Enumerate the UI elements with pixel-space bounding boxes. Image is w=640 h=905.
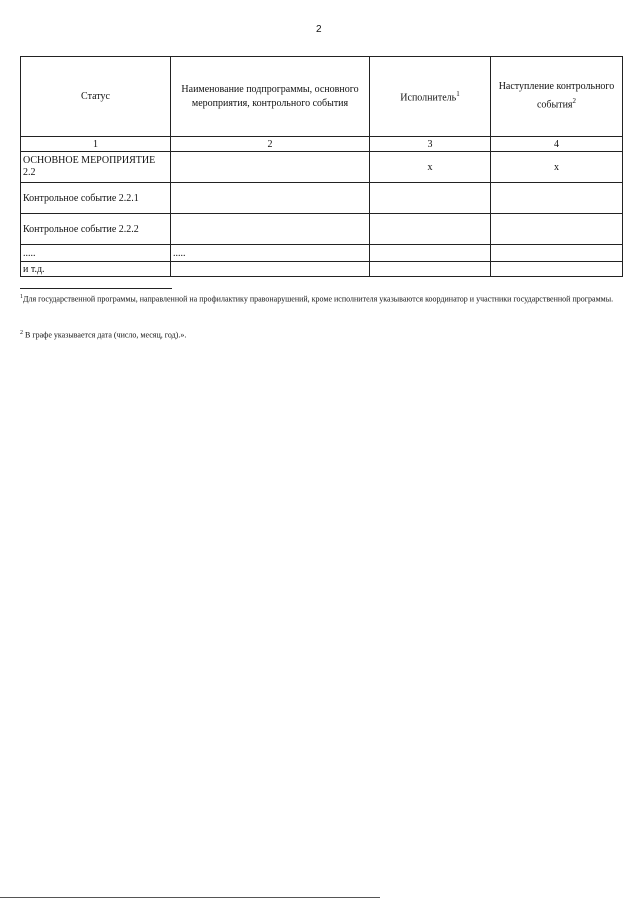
table-cell-name: ..... bbox=[171, 245, 370, 262]
footnote-1 bbox=[20, 291, 622, 306]
table-cell-name bbox=[171, 262, 370, 277]
table-cell-name bbox=[171, 152, 370, 183]
table-cell-event-date: х bbox=[491, 152, 623, 183]
table-cell-executor bbox=[370, 183, 491, 214]
footnote-text: В графе указывается дата (число, месяц, год).». bbox=[23, 330, 187, 340]
table-cell-executor bbox=[370, 262, 491, 277]
footnote-ref-2: 2 bbox=[572, 97, 577, 106]
footnote-text: Для государственной программы, направленной на профилактику правонарушений, кроме исполнителя указываются координатор и участники государственной программы. bbox=[23, 294, 614, 304]
table-cell-status: ..... bbox=[21, 245, 171, 262]
footnote-2 bbox=[20, 327, 622, 342]
table-cell-status: ОСНОВНОЕ МЕРОПРИЯТИЕ 2.2 bbox=[21, 152, 171, 183]
header-event-date: Наступление контрольного события$^2$ bbox=[491, 57, 623, 137]
table-cell-event-date bbox=[491, 245, 623, 262]
table-cell-name bbox=[171, 183, 370, 214]
table-row bbox=[21, 245, 623, 262]
column-number-row bbox=[21, 137, 623, 152]
table-cell-event-date bbox=[491, 183, 623, 214]
column-number: 3 bbox=[370, 137, 491, 152]
table-cell-name bbox=[171, 214, 370, 245]
table-header-row bbox=[21, 57, 623, 137]
table-cell-status: и т.д. bbox=[21, 262, 171, 277]
table-row bbox=[21, 183, 623, 214]
table-row bbox=[21, 262, 623, 277]
table-row bbox=[21, 152, 623, 183]
footnote-mark: 2 bbox=[20, 330, 23, 336]
column-number: 2 bbox=[171, 137, 370, 152]
page-bottom-rule bbox=[0, 897, 380, 898]
table-cell-status: Контрольное событие 2.2.1 bbox=[21, 183, 171, 214]
table-cell-executor: х bbox=[370, 152, 491, 183]
footnote-separator bbox=[20, 288, 172, 289]
table-cell-status: Контрольное событие 2.2.2 bbox=[21, 214, 171, 245]
footnote-mark: 1 bbox=[20, 294, 23, 300]
table-cell-executor bbox=[370, 214, 491, 245]
column-number: 4 bbox=[491, 137, 623, 152]
header-executor: Исполнитель$^1$ bbox=[370, 57, 491, 137]
control-events-table bbox=[20, 56, 623, 277]
column-number: 1 bbox=[21, 137, 171, 152]
table-cell-event-date bbox=[491, 262, 623, 277]
header-name: Наименование подпрограммы, основного мероприятия, контрольного события bbox=[171, 57, 370, 137]
footnote-ref-1: 1 bbox=[456, 90, 460, 99]
table-cell-executor bbox=[370, 245, 491, 262]
table-row bbox=[21, 214, 623, 245]
table-cell-event-date bbox=[491, 214, 623, 245]
header-status: Статус bbox=[21, 57, 171, 137]
page-number: 2 bbox=[316, 24, 322, 35]
